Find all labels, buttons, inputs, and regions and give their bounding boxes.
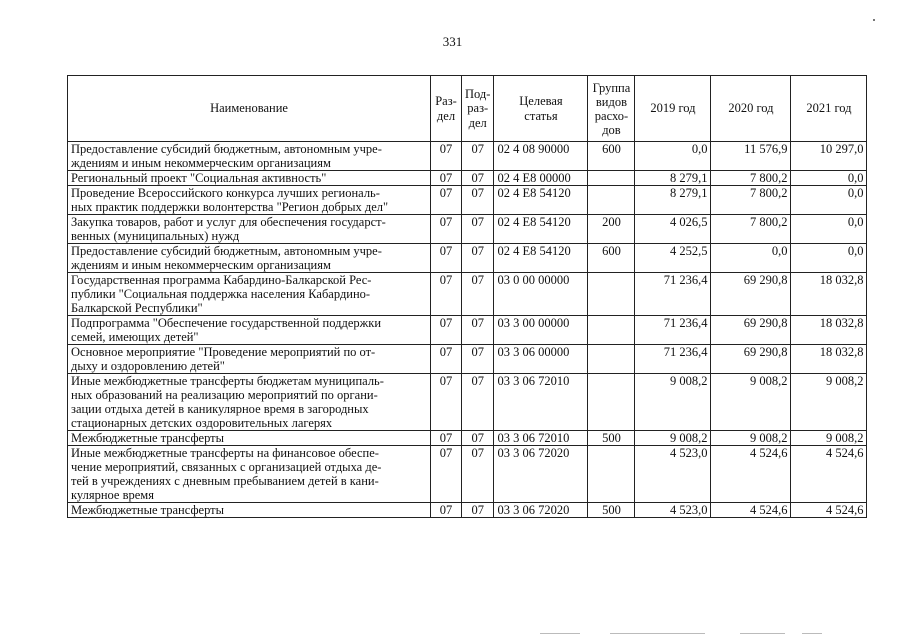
table-row bbox=[68, 142, 867, 171]
row-name: Иные межбюджетные трансферты бюджетам муниципаль- ных образований на реализацию мероприятий по органи- зации отдыха детей в каникулярное время в загородных стационарных детских оздоровительных лагерях bbox=[68, 374, 431, 431]
row-value-2020: 69 290,8 bbox=[711, 345, 791, 374]
row-expense-group: 600 bbox=[588, 142, 635, 171]
header-name: Наименование bbox=[68, 76, 431, 142]
row-subsection: 07 bbox=[462, 186, 494, 215]
row-value-2020: 0,0 bbox=[711, 244, 791, 273]
header-expense-group: Группа видов расхо- дов bbox=[588, 76, 635, 142]
row-expense-group bbox=[588, 186, 635, 215]
row-subsection: 07 bbox=[462, 215, 494, 244]
row-value-2020: 11 576,9 bbox=[711, 142, 791, 171]
row-subsection: 07 bbox=[462, 503, 494, 518]
row-expense-group bbox=[588, 345, 635, 374]
row-target: 02 4 E8 54120 bbox=[494, 186, 588, 215]
row-section: 07 bbox=[431, 374, 462, 431]
row-expense-group bbox=[588, 374, 635, 431]
row-value-2021: 0,0 bbox=[791, 244, 867, 273]
row-value-2019: 4 523,0 bbox=[635, 446, 711, 503]
row-value-2020: 9 008,2 bbox=[711, 431, 791, 446]
row-subsection: 07 bbox=[462, 345, 494, 374]
row-value-2019: 71 236,4 bbox=[635, 316, 711, 345]
row-value-2021: 4 524,6 bbox=[791, 446, 867, 503]
row-section: 07 bbox=[431, 273, 462, 316]
table-row bbox=[68, 316, 867, 345]
table-row bbox=[68, 186, 867, 215]
row-value-2019: 4 026,5 bbox=[635, 215, 711, 244]
header-2019: 2019 год bbox=[635, 76, 711, 142]
row-value-2019: 0,0 bbox=[635, 142, 711, 171]
row-target: 02 4 E8 54120 bbox=[494, 215, 588, 244]
table-row bbox=[68, 171, 867, 186]
row-target: 03 3 00 00000 bbox=[494, 316, 588, 345]
row-value-2021: 10 297,0 bbox=[791, 142, 867, 171]
row-target: 03 3 06 72020 bbox=[494, 446, 588, 503]
row-value-2021: 4 524,6 bbox=[791, 503, 867, 518]
row-value-2021: 9 008,2 bbox=[791, 431, 867, 446]
row-expense-group: 500 bbox=[588, 503, 635, 518]
row-section: 07 bbox=[431, 503, 462, 518]
header-target: Целевая статья bbox=[494, 76, 588, 142]
row-value-2019: 4 252,5 bbox=[635, 244, 711, 273]
table-row bbox=[68, 345, 867, 374]
header-subsection: Под- раз- дел bbox=[462, 76, 494, 142]
row-name: Предоставление субсидий бюджетным, автономным учре- ждениям и иным некоммерческим организациям bbox=[68, 244, 431, 273]
row-value-2020: 7 800,2 bbox=[711, 171, 791, 186]
row-name: Региональный проект "Социальная активность" bbox=[68, 171, 431, 186]
row-value-2019: 4 523,0 bbox=[635, 503, 711, 518]
row-value-2021: 0,0 bbox=[791, 215, 867, 244]
row-target: 02 4 E8 00000 bbox=[494, 171, 588, 186]
table-row bbox=[68, 446, 867, 503]
row-value-2021: 0,0 bbox=[791, 186, 867, 215]
budget-table bbox=[67, 75, 867, 518]
row-section: 07 bbox=[431, 142, 462, 171]
row-value-2021: 18 032,8 bbox=[791, 273, 867, 316]
row-section: 07 bbox=[431, 171, 462, 186]
row-value-2021: 0,0 bbox=[791, 171, 867, 186]
table-row bbox=[68, 244, 867, 273]
table-row bbox=[68, 273, 867, 316]
row-section: 07 bbox=[431, 345, 462, 374]
row-expense-group: 500 bbox=[588, 431, 635, 446]
row-expense-group bbox=[588, 446, 635, 503]
row-target: 03 0 00 00000 bbox=[494, 273, 588, 316]
row-value-2019: 9 008,2 bbox=[635, 431, 711, 446]
row-value-2021: 18 032,8 bbox=[791, 316, 867, 345]
row-name: Подпрограмма "Обеспечение государственной поддержки семей, имеющих детей" bbox=[68, 316, 431, 345]
row-name: Межбюджетные трансферты bbox=[68, 503, 431, 518]
row-value-2019: 71 236,4 bbox=[635, 345, 711, 374]
header-2020: 2020 год bbox=[711, 76, 791, 142]
row-section: 07 bbox=[431, 244, 462, 273]
row-section: 07 bbox=[431, 215, 462, 244]
row-value-2020: 4 524,6 bbox=[711, 446, 791, 503]
row-target: 02 4 08 90000 bbox=[494, 142, 588, 171]
row-name: Государственная программа Кабардино-Балкарской Рес- публики "Социальная поддержка населения Кабардино- Балкарской Республики" bbox=[68, 273, 431, 316]
row-value-2020: 9 008,2 bbox=[711, 374, 791, 431]
row-subsection: 07 bbox=[462, 446, 494, 503]
row-name: Основное мероприятие "Проведение мероприятий по от- дыху и оздоровлению детей" bbox=[68, 345, 431, 374]
row-target: 03 3 06 72020 bbox=[494, 503, 588, 518]
row-expense-group bbox=[588, 273, 635, 316]
row-target: 03 3 06 72010 bbox=[494, 431, 588, 446]
scan-speck bbox=[873, 19, 875, 21]
row-section: 07 bbox=[431, 316, 462, 345]
page-number: 331 bbox=[442, 34, 463, 49]
row-section: 07 bbox=[431, 446, 462, 503]
row-name: Иные межбюджетные трансферты на финансовое обеспе- чение мероприятий, связанных с организацией отдыха де- тей в учреждениях с дневным пребыванием детей в кани- кулярное время bbox=[68, 446, 431, 503]
row-section: 07 bbox=[431, 431, 462, 446]
row-value-2019: 8 279,1 bbox=[635, 171, 711, 186]
table-row bbox=[68, 374, 867, 431]
row-expense-group: 200 bbox=[588, 215, 635, 244]
row-subsection: 07 bbox=[462, 273, 494, 316]
row-name: Проведение Всероссийского конкурса лучших региональ- ных практик поддержки волонтерства "Регион добрых дел" bbox=[68, 186, 431, 215]
row-name: Предоставление субсидий бюджетным, автономным учре- ждениям и иным некоммерческим организациям bbox=[68, 142, 431, 171]
header-row bbox=[68, 76, 867, 142]
table-row bbox=[68, 503, 867, 518]
scan-edge-marks bbox=[540, 633, 840, 636]
row-subsection: 07 bbox=[462, 431, 494, 446]
table-row bbox=[68, 431, 867, 446]
table-row bbox=[68, 215, 867, 244]
row-value-2020: 4 524,6 bbox=[711, 503, 791, 518]
row-expense-group bbox=[588, 171, 635, 186]
row-section: 07 bbox=[431, 186, 462, 215]
row-value-2019: 8 279,1 bbox=[635, 186, 711, 215]
row-value-2021: 18 032,8 bbox=[791, 345, 867, 374]
row-subsection: 07 bbox=[462, 171, 494, 186]
row-name: Закупка товаров, работ и услуг для обеспечения государст- венных (муниципальных) нужд bbox=[68, 215, 431, 244]
row-target: 03 3 06 72010 bbox=[494, 374, 588, 431]
row-subsection: 07 bbox=[462, 374, 494, 431]
row-value-2020: 7 800,2 bbox=[711, 215, 791, 244]
header-section: Раз- дел bbox=[431, 76, 462, 142]
row-subsection: 07 bbox=[462, 142, 494, 171]
row-value-2020: 69 290,8 bbox=[711, 273, 791, 316]
row-value-2020: 7 800,2 bbox=[711, 186, 791, 215]
row-expense-group: 600 bbox=[588, 244, 635, 273]
header-2021: 2021 год bbox=[791, 76, 867, 142]
table-body bbox=[68, 142, 867, 518]
row-value-2019: 71 236,4 bbox=[635, 273, 711, 316]
row-subsection: 07 bbox=[462, 316, 494, 345]
row-value-2019: 9 008,2 bbox=[635, 374, 711, 431]
row-value-2021: 9 008,2 bbox=[791, 374, 867, 431]
row-expense-group bbox=[588, 316, 635, 345]
row-value-2020: 69 290,8 bbox=[711, 316, 791, 345]
row-target: 02 4 E8 54120 bbox=[494, 244, 588, 273]
row-name: Межбюджетные трансферты bbox=[68, 431, 431, 446]
row-target: 03 3 06 00000 bbox=[494, 345, 588, 374]
row-subsection: 07 bbox=[462, 244, 494, 273]
